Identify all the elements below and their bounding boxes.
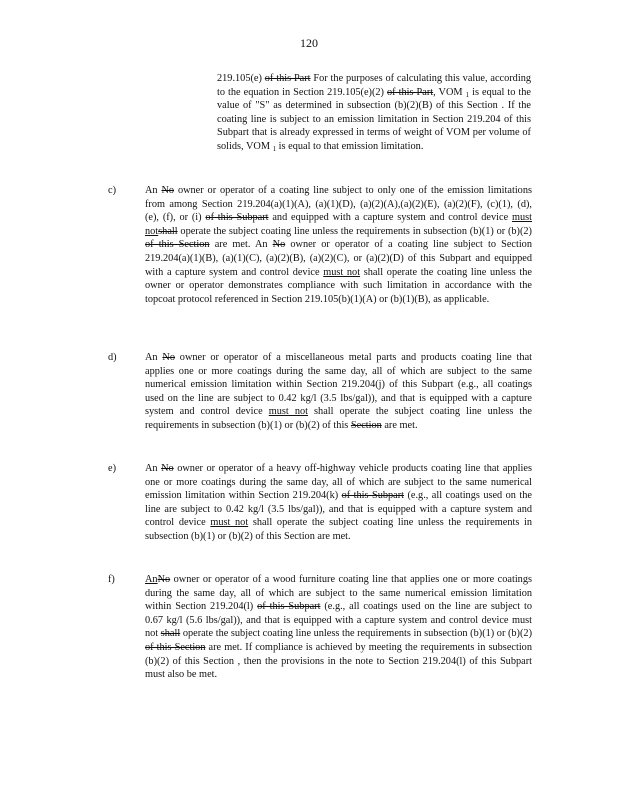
text: An (145, 185, 162, 196)
subscript: 1 (272, 144, 277, 153)
item-label-e: e) (108, 463, 116, 474)
text: , VOM (433, 86, 466, 98)
text: shall operate the coating line unless the owner or operator demonstrates compliance with such limitation in accordance with the topcoat protocol referenced in Section 219.105(b)(1)(A) or (b)(1)(B), as applicable. (145, 266, 532, 305)
text: 219.105(e) (217, 73, 265, 84)
text: owner or operator of a coating line subject to Section 219.204(a)(1)(B), (a)(1)(C), (a)(2)(B), (a)(2)(C), or (a)(2)(D) of this Subpart and equipped with a capture system and control device (145, 239, 532, 278)
deleted-text: No (161, 463, 174, 474)
item-label-f: f) (108, 574, 115, 585)
text: are met. An (209, 239, 273, 251)
inserted-text: An (145, 574, 158, 585)
deleted-text: of this Part (387, 86, 434, 98)
inserted-text: must not (145, 212, 532, 237)
deleted-text: of this Subpart (341, 490, 405, 502)
text: An (145, 463, 162, 474)
deleted-text: of this Part (264, 73, 311, 84)
text: (e.g., all coatings used on the line are subject to 0.67 kg/l (5.6 lbs/gal)), and that is equipped with a capture system and control device must not (145, 601, 533, 640)
deleted-text: of this Section (145, 641, 206, 653)
deleted-text: No (162, 352, 175, 363)
paragraph-d (145, 351, 532, 433)
text: shall operate the subject coating line unless the requirements in subsection (b)(1) or (b)(2) of this (145, 406, 532, 431)
deleted-text: of this Subpart (205, 212, 269, 224)
item-label-c: c) (108, 185, 116, 196)
paragraph-e (145, 462, 532, 544)
text: (e.g., all coatings used on the line are subject to 0.42 kg/l (3.5 lbs/gal)), and that is equipped with a capture system and control device (145, 490, 532, 529)
inserted-text: must not (268, 406, 308, 418)
page-number: 120 (300, 36, 318, 50)
intro-paragraph (217, 72, 531, 154)
paragraph-f (145, 573, 532, 682)
text: are met. If compliance is achieved by meeting the requirements in subsection (b)(2) of this Section , then the provisions in the note to Section 219.204(l) of this Subpart must also be met. (145, 641, 532, 681)
deleted-text: No (272, 239, 286, 251)
text: and equipped with a capture system and control device (268, 212, 512, 224)
deleted-text: of this Section (145, 239, 210, 251)
text: For the purposes of calculating this value, according to the equation in Section 219.105(e)(2) (217, 73, 531, 98)
text: operate the subject coating line unless the requirements in subsection (b)(1) or (b)(2) (180, 628, 532, 640)
text: An (145, 352, 163, 363)
item-label-d: d) (108, 352, 117, 363)
deleted-text: of this Subpart (257, 601, 321, 613)
text: owner or operator of a wood furniture coating line that applies one or more coatings during the same day, all of which are subject to the same numerical emission limitation within Section 219.204(l) (145, 574, 532, 613)
deleted-text: shall (160, 628, 181, 640)
inserted-text: must not (210, 517, 249, 529)
text: shall operate the subject coating line unless the requirements in subsection (b)(1) or (b)(2) of this Section are met. (145, 517, 532, 542)
text: is equal to the value of "S" as determined in subsection (b)(2)(B) of this Section . If the coating line is subject to an emission limitation in Section 219.204 of this Subpart that is already expressed in terms of weight of VOM per volume of solids, VOM (217, 86, 531, 152)
inserted-text: must not (323, 266, 361, 278)
text: owner or operator of a coating line subject to only one of the emission limitations from among Section 219.204(a)(1)(A), (a)(1)(D), (a)(2)(A),(a)(2)(E), (a)(2)(F), (c)(1), (d), (e), (f), or (i) (145, 185, 532, 224)
subscript: 1 (465, 90, 470, 99)
text: owner or operator of a miscellaneous metal parts and products coating line that applies one or more coatings during the same day, all of which are subject to the same numerical emission limitation within Section 219.204(j) of this Subpart (e.g., all coatings used on the line are subject to 0.42 kg/l (3.5 lbs/gal)), and that is equipped with a capture system and control device (145, 352, 532, 418)
text: owner or operator of a heavy off-highway vehicle products coating line that applies one or more coatings during the same day, all of which are subject to the same numerical emission limitation within Section 219.204(k) (145, 463, 532, 502)
text: operate the subject coating line unless the requirements in subsection (b)(1) or (b)(2) (177, 225, 532, 237)
text: are met. (381, 419, 418, 431)
deleted-text: No (161, 185, 175, 196)
deleted-text: shall (158, 225, 178, 237)
paragraph-c (145, 184, 532, 306)
deleted-text: No (157, 574, 171, 585)
deleted-text: Section (350, 419, 382, 431)
text: is equal to that emission limitation. (276, 140, 424, 152)
